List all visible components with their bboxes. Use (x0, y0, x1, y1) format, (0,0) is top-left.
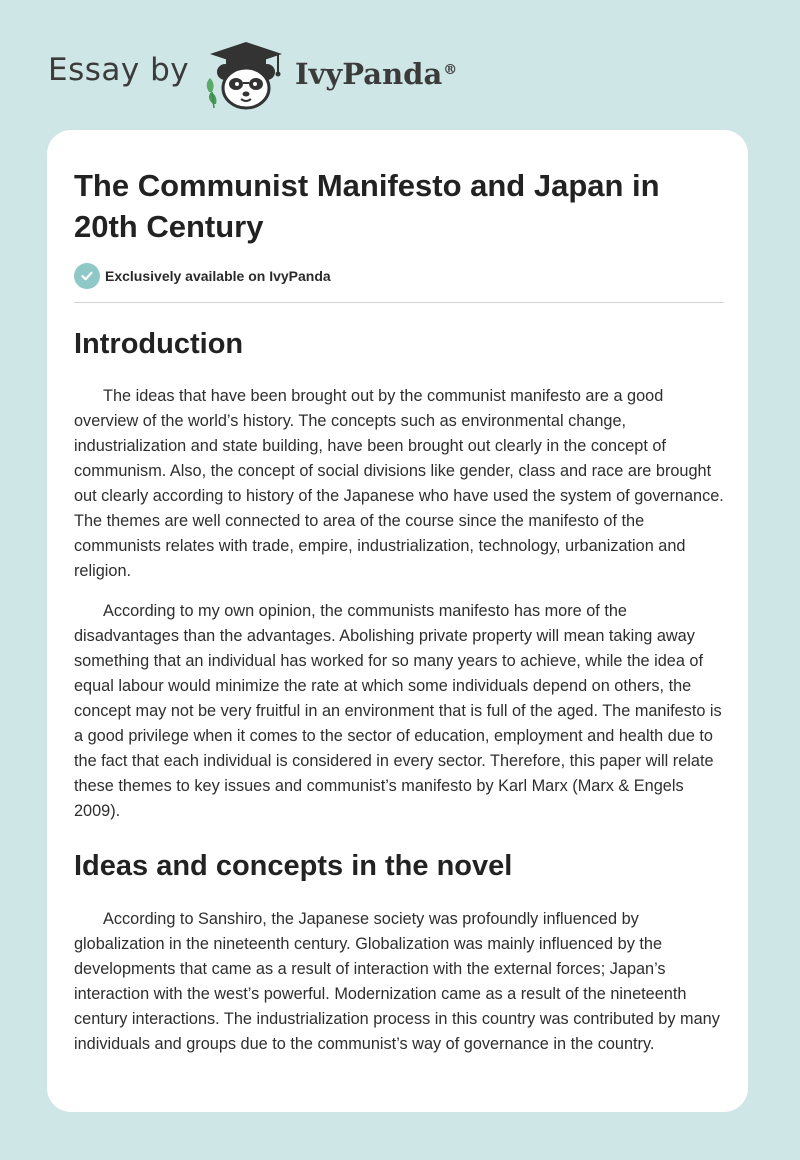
essay-by-label: Essay by (48, 52, 190, 88)
paragraph: According to Sanshiro, the Japanese society was profoundly influenced by globalization in the nineteenth century. Globalization was mainly influenced by the developments that came as a result of interaction with the external forces; Japan’s interaction with the west’s powerful. Modernization came as a result of the nineteenth century interactions. The industrialization process in this country was contributed by many individuals and groups due to the communist’s way of governance in the country. (74, 910, 720, 1053)
site-header (0, 0, 800, 130)
section-heading-introduction: Introduction (74, 328, 244, 360)
essay-content (74, 165, 724, 1057)
paragraph: According to my own opinion, the communists manifesto has more of the disadvantages than the advantages. Abolishing private property will mean taking away something that an individual has worked for so many years to achieve, while the idea of equal labour would minimize the rate at which some individuals depend on others, the concept may not be very fruitful in an environment that is full of the aged. The manifesto is a good privilege when it comes to the sector of education, employment and health due to the fact that each individual is considered in every sector. Therefore, this paper will relate these themes to key issues and communist’s manifesto by Karl Marx (Marx & Engels 2009). (74, 602, 722, 820)
registered-mark: ® (443, 62, 458, 78)
essay-title: The Communist Manifesto and Japan in 20th Century (74, 168, 660, 244)
divider (74, 302, 724, 303)
exclusive-badge (74, 263, 724, 289)
exclusive-badge-label: Exclusively available on IvyPanda (105, 268, 331, 284)
check-icon (74, 263, 100, 289)
paragraph: The ideas that have been brought out by the communist manifesto are a good overview of the world’s history. The concepts such as environmental change, industrialization and state building, have been brought out clearly in the concept of communism. Also, the concept of social divisions like gender, class and race are brought out clearly according to history of the Japanese who have used the system of governance. The themes are well connected to area of the course since the manifesto of the communists relates with trade, empire, industrialization, technology, urbanization and religion. (74, 387, 724, 580)
brand-name[interactable] (295, 54, 457, 94)
ivypanda-logo-icon[interactable] (200, 36, 292, 112)
section-heading-ideas: Ideas and concepts in the novel (74, 850, 513, 882)
brand-text: IvyPanda (295, 57, 443, 91)
essay-card (47, 130, 748, 1112)
